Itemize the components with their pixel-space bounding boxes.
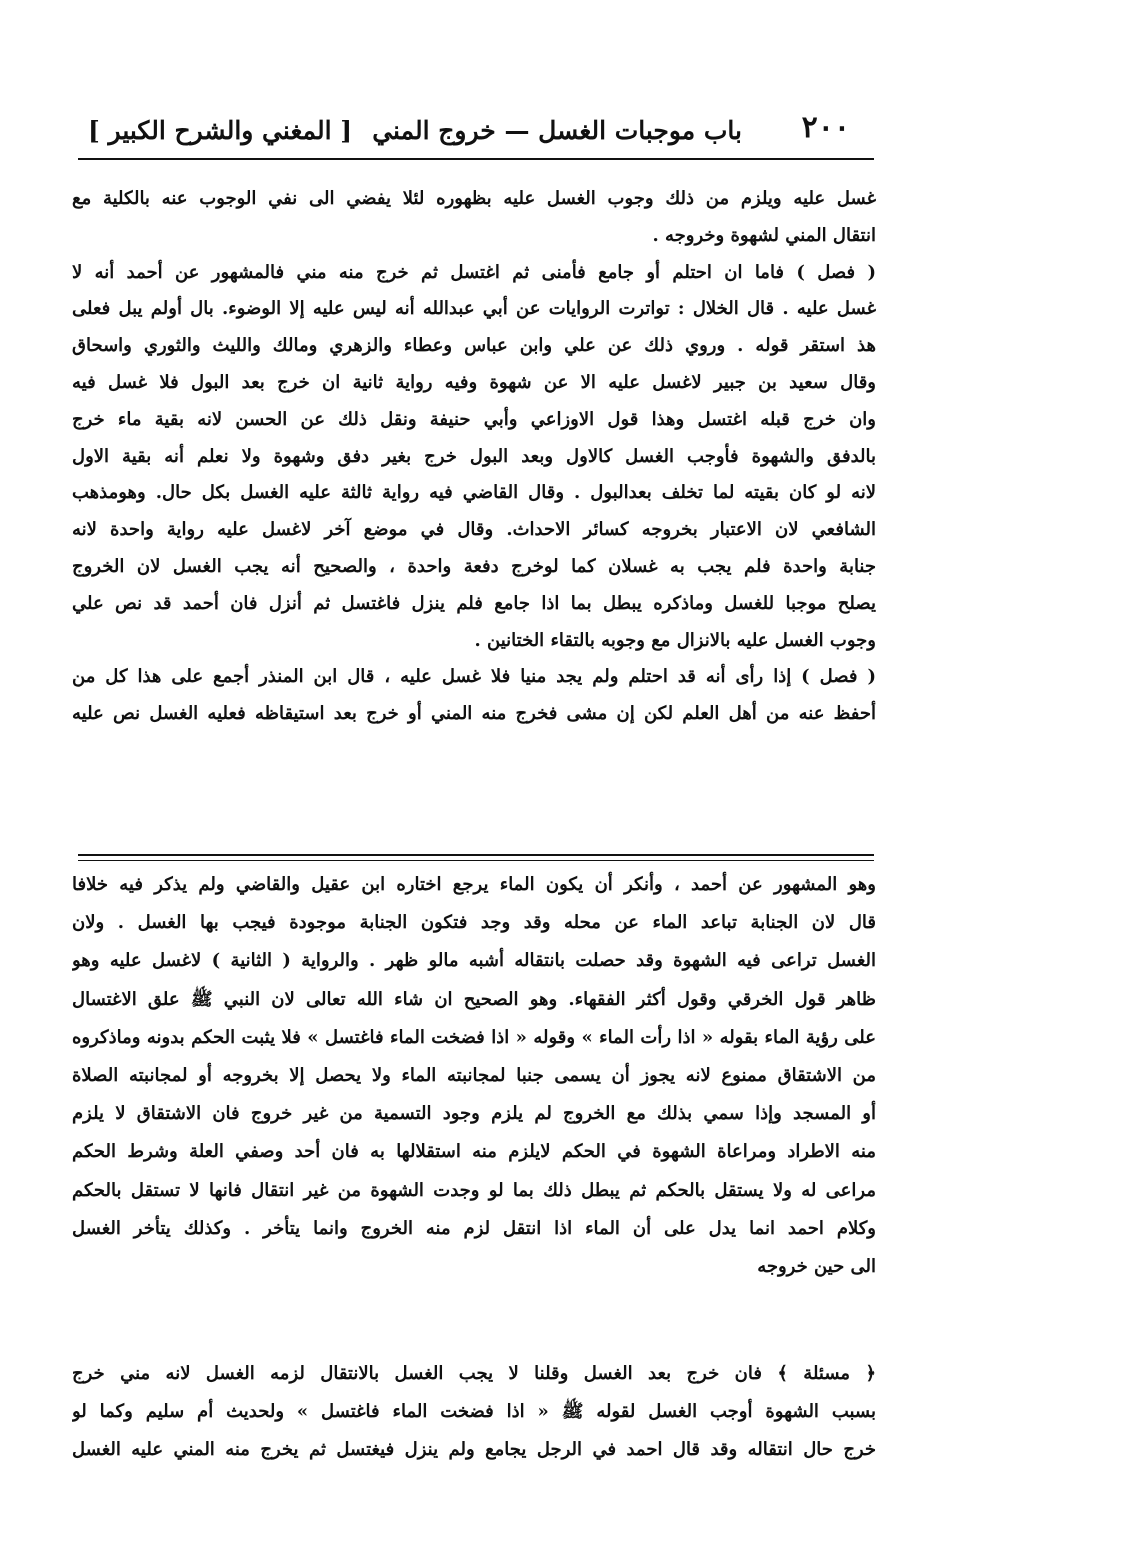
text-line: غسل عليه ويلزم من ذلك وجوب الغسل عليه بظهوره لئلا يفضي الى نفي الوجوب عنه بالكلية مع: [72, 188, 876, 209]
text-line: وجوب الغسل عليه بالانزال مع وجوبه بالتقاء الختانين .: [474, 629, 876, 651]
page-number: ٢٠٠: [801, 110, 850, 145]
text-line: الغسل تراعى فيه الشهوة وقد حصلت بانتقاله أشبه مالو ظهر . والرواية ( الثانية ) لاغسل عليه وهو: [72, 950, 876, 972]
header-rule: [78, 158, 874, 160]
text-line: قال لان الجنابة تباعد الماء عن محله وقد وجد فتكون الجنابة موجودة فيجب بها الغسل . ولان: [72, 912, 876, 934]
text-line: أو المسجد وإذا سمي بذلك مع الخروج لم يلزم وجود التسمية من غير خروج فان الاشتقاق لا يلزم: [72, 1103, 876, 1125]
text-line: هذ استقر قوله . وروي ذلك عن علي وابن عباس وعطاء والزهري ومالك والليث والثوري واسحاق: [72, 335, 876, 357]
text-line: انتقال المني لشهوة وخروجه .: [652, 224, 876, 246]
text-line: وان خرج قبله اغتسل وهذا قول الاوزاعي وأبي حنيفة ونقل ذلك عن الحسن لانه بقية ماء خرج: [72, 408, 876, 430]
commentary-text: [72, 866, 876, 1286]
text-line: بالدفق والشهوة فأوجب الغسل كالاول وبعد البول خرج بغير دفق وشهوة ولا نعلم أنه بقية الاول: [72, 445, 876, 467]
text-line: وقال سعيد بن جبير لاغسل عليه الا عن شهوة وفيه رواية ثانية ان خرج بعد البول فلا غسل فيه: [72, 371, 876, 393]
text-line: ﴿ مسئلة ﴾ فان خرج بعد الغسل وقلنا لا يجب الغسل بالانتقال لزمه الغسل لانه مني خرج: [72, 1363, 876, 1384]
text-line: بسبب الشهوة أوجب الغسل لقوله ﷺ « اذا فضخت الماء فاغتسل » ولحديث أم سليم وكما لو: [72, 1401, 876, 1423]
text-line: مراعى له ولا يستقل بالحكم ثم يبطل ذلك بما لو وجدت الشهوة من غير انتقال فانها لا تستقل بالحكم: [72, 1179, 876, 1201]
masala-text: [72, 1355, 876, 1470]
book-title: [ المغني والشرح الكبير ]: [88, 116, 353, 145]
text-line: الى حين خروجه: [757, 1255, 876, 1277]
text-line: الشافعي لان الاعتبار بخروجه كسائر الاحداث. وقال في موضع آخر لاغسل عليه رواية واحدة لانه: [72, 519, 876, 541]
text-line: جنابة واحدة فلم يجب به غسلان كما لوخرج دفعة واحدة ، والصحيح أنه يجب الغسل لان الخروج: [72, 555, 876, 577]
text-line: غسل عليه . قال الخلال : تواترت الروايات عن أبي عبدالله أنه ليس عليه إلا الوضوء. بال أولم يبل فعلى: [72, 298, 876, 320]
page-header: [82, 112, 872, 156]
text-line: وكلام احمد انما يدل على أن الماء اذا انتقل لزم منه الخروج وانما يتأخر . وكذلك يتأخر الغسل: [72, 1217, 876, 1239]
text-line: منه الاطراد ومراعاة الشهوة في الحكم لايلزم منه استقلالها به فان أحد وصفي العلة وشرط الحكم: [72, 1141, 876, 1163]
text-line: يصلح موجبا للغسل وماذكره يبطل بما اذا جامع فلم ينزل فاغتسل ثم أنزل فان أحمد قد نص علي: [72, 592, 876, 614]
text-line: على رؤية الماء بقوله « اذا رأت الماء » وقوله « اذا فضخت الماء فاغتسل » فلا يثبت الحكم بدونه وماذكروه: [72, 1026, 876, 1048]
text-line: ( فصل ) إذا رأى أنه قد احتلم ولم يجد منيا فلا غسل عليه ، قال ابن المنذر أجمع على هذا كل من: [72, 666, 876, 688]
text-line: وهو المشهور عن أحمد ، وأنكر أن يكون الماء يرجع اختاره ابن عقيل والقاضي ولم يذكر فيه خلافا: [72, 874, 876, 895]
text-line: خرج حال انتقاله وقد قال احمد في الرجل يجامع ولم ينزل فيغتسل ثم يخرج منه المني عليه الغسل: [72, 1439, 876, 1461]
text-line: لانه لو كان بقيته لما تخلف بعدالبول . وقال القاضي فيه رواية ثالثة عليه الغسل بكل حال. وهومذهب: [72, 482, 876, 504]
section-divider-thin: [78, 860, 874, 861]
text-line: من الاشتقاق ممنوع لانه يجوز أن يسمى جنبا لمجانبته الماء ولا يحصل إلا بخروجه أو لمجانبته الصلاة: [72, 1064, 876, 1086]
text-line: ظاهر قول الخرقي وقول أكثر الفقهاء. وهو الصحيح ان شاء الله تعالى لان النبي ﷺ علق الاغتسال: [72, 988, 876, 1010]
text-line: أحفظ عنه من أهل العلم لكن إن مشى فخرج منه المني أو خرج بعد استيقاظه فعليه الغسل نص عليه: [72, 703, 876, 725]
section-divider: [78, 854, 874, 856]
text-line: ( فصل ) فاما ان احتلم أو جامع فأمنى ثم اغتسل ثم خرج منه مني فالمشهور عن أحمد أنه لا: [72, 261, 876, 283]
chapter-title: باب موجبات الغسل — خروج المني: [372, 116, 742, 145]
main-text: [72, 181, 876, 733]
